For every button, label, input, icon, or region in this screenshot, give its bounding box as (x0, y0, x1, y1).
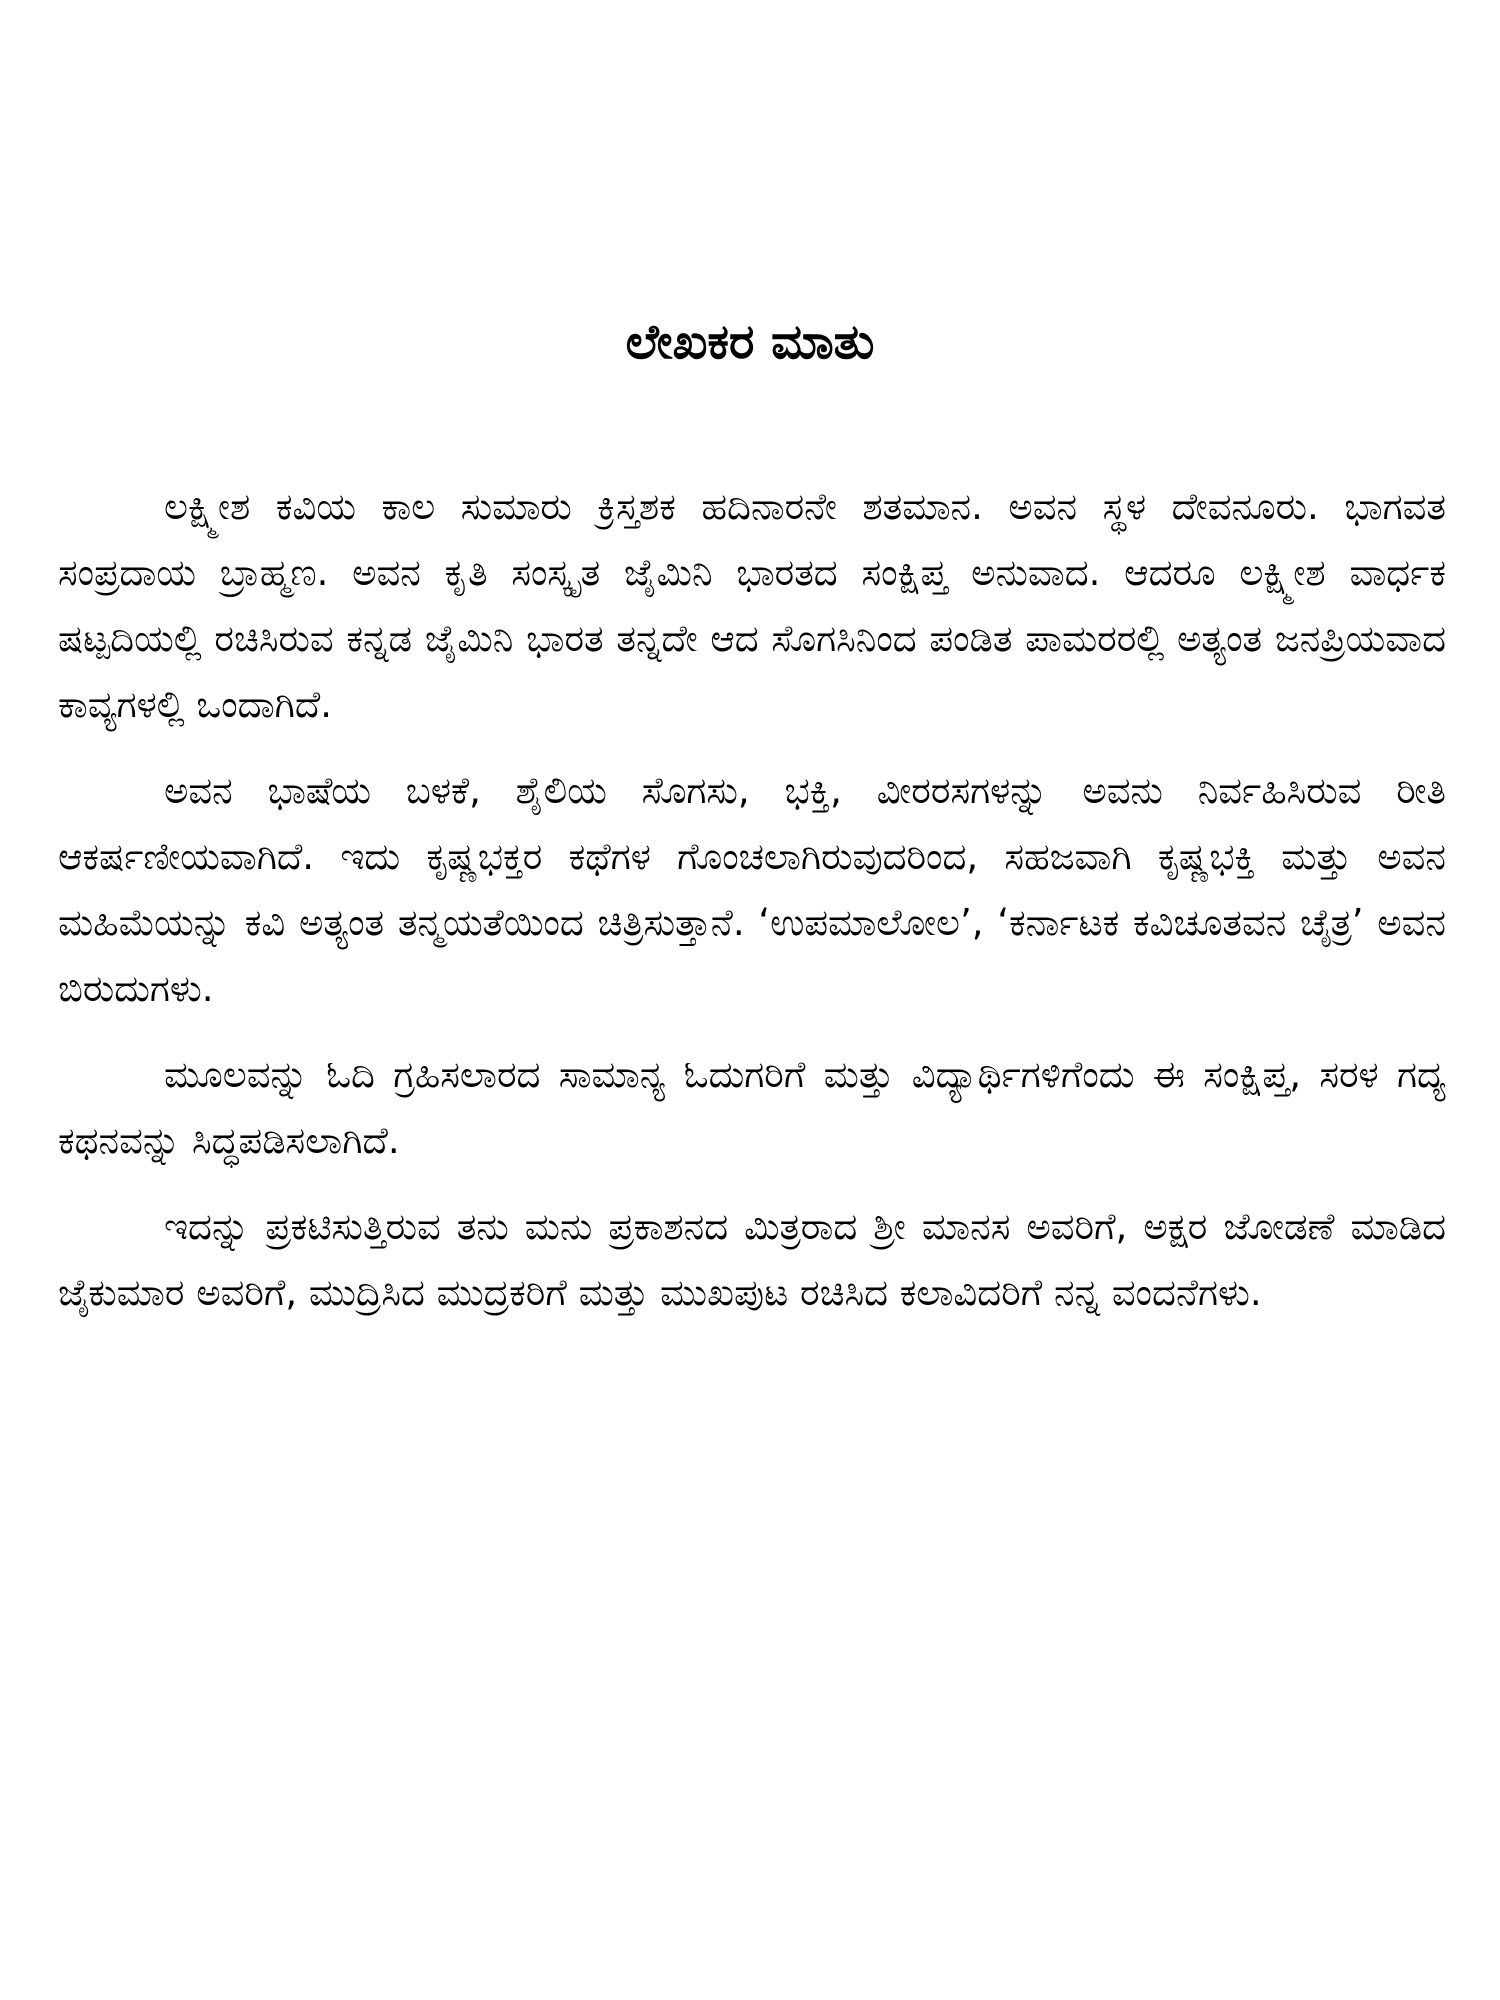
document-body (58, 474, 1446, 1346)
paragraph-4: ಇದನ್ನು ಪ್ರಕಟಿಸುತ್ತಿರುವ ತನು ಮನು ಪ್ರಕಾಶನದ ಮಿತ್ರರಾದ ಶ್ರೀ ಮಾನಸ ಅವರಿಗೆ, ಅಕ್ಷರ ಜೋಡಣೆ ಮಾಡಿದ ಜೈಕುಮಾರ ಅವರಿಗೆ, ಮುದ್ರಿಸಿದ ಮುದ್ರಕರಿಗೆ ಮತ್ತು ಮುಖಪುಟ ರಚಿಸಿದ ಕಲಾವಿದರಿಗೆ ನನ್ನ ವಂದನೆಗಳು. (58, 1205, 1446, 1314)
paragraph-2: ಅವನ ಭಾಷೆಯ ಬಳಕೆ, ಶೈಲಿಯ ಸೊಗಸು, ಭಕ್ತಿ, ವೀರರಸಗಳನ್ನು ಅವನು ನಿರ್ವಹಿಸಿರುವ ರೀತಿ ಆಕರ್ಷಣೀಯವಾಗಿದೆ. ಇದು ಕೃಷ್ಣಭಕ್ತರ ಕಥೆಗಳ ಗೊಂಚಲಾಗಿರುವುದರಿಂದ, ಸಹಜವಾಗಿ ಕೃಷ್ಣಭಕ್ತಿ ಮತ್ತು ಅವನ ಮಹಿಮೆಯನ್ನು ಕವಿ ಅತ್ಯಂತ ತನ್ಮಯತೆಯಿಂದ ಚಿತ್ರಿಸುತ್ತಾನೆ. ‘ಉಪಮಾಲೋಲ’, ‘ಕರ್ನಾಟಕ ಕವಿಚೂತವನ ಚೈತ್ರ’ ಅವನ ಬಿರುದುಗಳು. (58, 769, 1446, 1010)
paragraph-3: ಮೂಲವನ್ನು ಓದಿ ಗ್ರಹಿಸಲಾರದ ಸಾಮಾನ್ಯ ಓದುಗರಿಗೆ ಮತ್ತು ವಿದ್ಯಾರ್ಥಿಗಳಿಗೆಂದು ಈ ಸಂಕ್ಷಿಪ್ತ, ಸರಳ ಗದ್ಯ ಕಥನವನ್ನು ಸಿದ್ಧಪಡಿಸಲಾಗಿದೆ. (58, 1053, 1446, 1162)
paragraph-1: ಲಕ್ಷ್ಮೀಶ ಕವಿಯ ಕಾಲ ಸುಮಾರು ಕ್ರಿಸ್ತಶಕ ಹದಿನಾರನೇ ಶತಮಾನ. ಅವನ ಸ್ಥಳ ದೇವನೂರು. ಭಾಗವತ ಸಂಪ್ರದಾಯ ಬ್ರಾಹ್ಮಣ. ಅವನ ಕೃತಿ ಸಂಸ್ಕೃತ ಜೈಮಿನಿ ಭಾರತದ ಸಂಕ್ಷಿಪ್ತ ಅನುವಾದ. ಆದರೂ ಲಕ್ಷ್ಮೀಶ ವಾರ್ಧಕ ಷಟ್ಪದಿಯಲ್ಲಿ ರಚಿಸಿರುವ ಕನ್ನಡ ಜೈಮಿನಿ ಭಾರತ ತನ್ನದೇ ಆದ ಸೊಗಸಿನಿಂದ ಪಂಡಿತ ಪಾಮರರಲ್ಲಿ ಅತ್ಯಂತ ಜನಪ್ರಿಯವಾದ ಕಾವ್ಯಗಳಲ್ಲಿ ಒಂದಾಗಿದೆ. (58, 485, 1446, 726)
page-title: ಲೇಖಕರ ಮಾತು (625, 314, 875, 370)
